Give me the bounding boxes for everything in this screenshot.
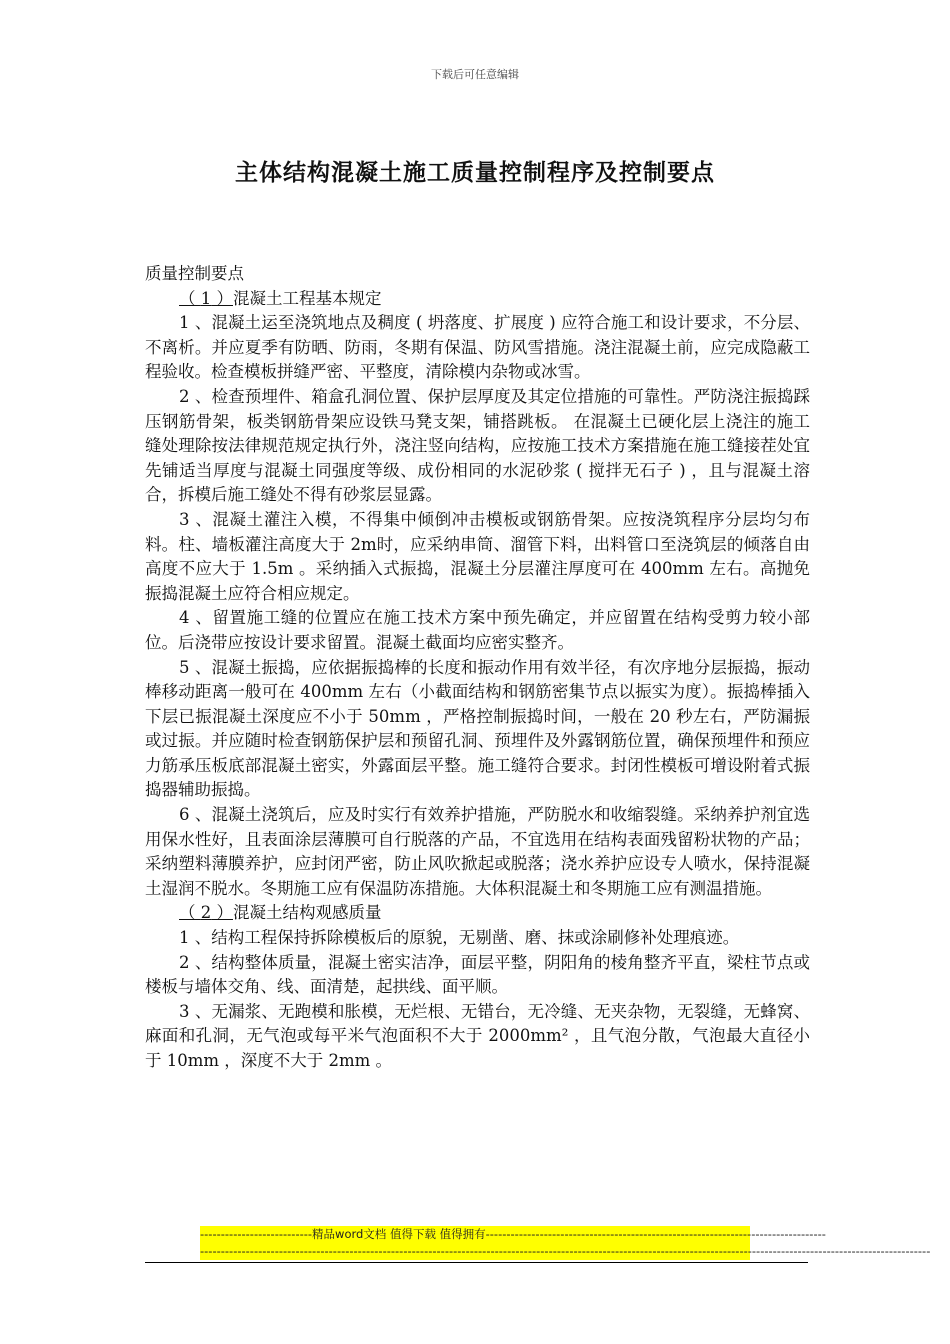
footer-rule: [145, 1262, 808, 1263]
header-note: 下载后可任意编辑: [431, 68, 519, 81]
footer-banner-line: ---------------------------精品word文档 值得下载 值得拥有----------------------------------------------------------------------------------: [200, 1227, 826, 1241]
paragraph: 2 、检查预埋件、箱盒孔洞位置、保护层厚度及其定位措施的可靠性。严防浇注振捣踩压钢筋骨架，板类钢筋骨架应设铁马凳支架，铺搭跳板。 在混凝土已硬化层上浇注的施工缝处理除按法律规范规定执行外，浇注竖向结构，应按施工技术方案措施在施工缝接茬处宜先铺适当厚度与混凝土同强度等级、成份相同的水泥砂浆 ( 搅拌无石子 ) ，且与混凝土溶合，拆模后施工缝处不得有砂浆层显露。: [145, 386, 810, 505]
subsection-number: 2: [200, 903, 212, 923]
subsection-heading: （ 1 ）混凝土工程基本规定: [179, 288, 382, 308]
paragraph: 2 、结构整体质量，混凝土密实洁净，面层平整，阴阳角的棱角整齐平直，梁柱节点或楼板与墙体交角、线、面清楚，起拱线、面平顺。: [145, 952, 810, 997]
subsection-title: 混凝土工程基本规定: [233, 288, 382, 308]
paragraph: 5 、混凝土振捣，应依据振捣棒的长度和振动作用有效半径，有次序地分层振捣，振动棒移动距离一般可在 400mm 左右（小截面结构和钢筋密集节点以振实为度）。振捣棒插入下层已振混凝土深度应不小于 50mm ，严格控制振捣时间，一般在 20 秒左右，严防漏振或过振。并应随时检查钢筋保护层和预留孔洞、预埋件及外露钢筋位置，确保预埋件和预应力筋承压板底部混凝土密实，外露面层平整。施工缝符合要求。封闭性模板可增设附着式振捣器辅助振捣。: [145, 657, 810, 800]
paragraph: 1 、结构工程保持拆除模板后的原貌，无剔凿、磨、抹或涂刷修补处理痕迹。: [179, 928, 740, 948]
paragraph: 1 、混凝土运至浇筑地点及稠度 ( 坍落度、扩展度 ) 应符合施工和设计要求，不分层、不离析。并应夏季有防晒、防雨，冬期有保温、防风雪措施。浇注混凝土前，应完成隐蔽工程验收。检查模板拼缝严密、平整度，清除模内杂物或冰雪。: [145, 313, 810, 382]
document-body: [145, 262, 810, 1074]
paragraph: 3 、无漏浆、无跑模和胀模，无烂根、无错台，无冷缝、无夹杂物，无裂缝，无蜂窝、麻面和孔洞，无气泡或每平米气泡面积不大于 2000mm² ，且气泡分散，气泡最大直径小于 10mm ，深度不大于 2mm 。: [145, 1001, 810, 1070]
section-heading: 质量控制要点: [145, 264, 244, 283]
footer-banner-line: --------------------------------------------------------------------------------------------------------------------------------------------------------------------------------: [200, 1244, 931, 1258]
subsection-heading: （ 2 ）混凝土结构观感质量: [179, 903, 382, 923]
subsection-number: 1: [200, 288, 212, 308]
paragraph: 4 、留置施工缝的位置应在施工技术方案中预先确定，并应留置在结构受剪力较小部位。后浇带应按设计要求留置。混凝土截面均应密实整齐。: [145, 608, 810, 652]
subsection-title: 混凝土结构观感质量: [233, 903, 382, 923]
paragraph: 6 、混凝土浇筑后，应及时实行有效养护措施，严防脱水和收缩裂缝。采纳养护剂宜选用保水性好，且表面涂层薄膜可自行脱落的产品，不宜选用在结构表面残留粉状物的产品；采纳塑料薄膜养护，应封闭严密，防止风吹掀起或脱落；浇水养护应设专人喷水，保持混凝土湿润不脱水。冬期施工应有保温防冻措施。大体积混凝土和冬期施工应有测温措施。: [145, 805, 810, 898]
paragraph: 3 、混凝土灌注入模，不得集中倾倒冲击模板或钢筋骨架。应按浇筑程序分层均匀布料。柱、墙板灌注高度大于 2m时，应采纳串筒、溜管下料，出料管口至浇筑层的倾落自由高度不应大于 1.5m 。采纳插入式振捣，混凝土分层灌注厚度可在 400mm 左右。高抛免振捣混凝土应符合相应规定。: [145, 509, 810, 603]
document-title: 主体结构混凝土施工质量控制程序及控制要点: [235, 160, 715, 186]
footer-banner: [200, 1226, 931, 1260]
